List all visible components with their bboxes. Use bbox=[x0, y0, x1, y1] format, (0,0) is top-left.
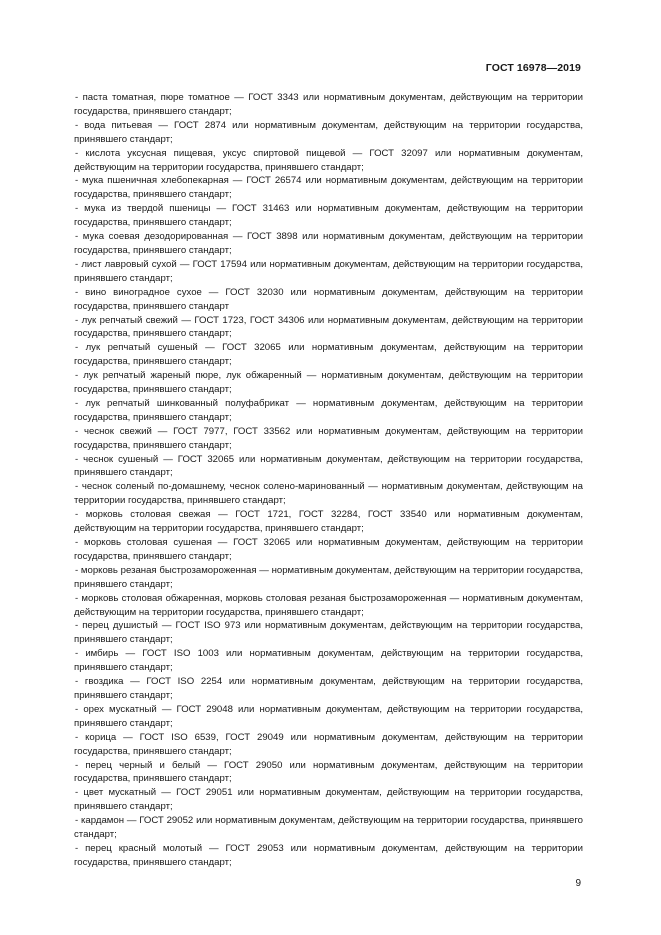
list-item: - вино виноградное сухое — ГОСТ 32030 или нормативным документам, действующим на территории государства, принявшего стандарт bbox=[74, 286, 583, 312]
list-item: - морковь резаная быстрозамороженная — нормативным документам, действующим на территории государства, принявшего стандарт; bbox=[74, 564, 583, 590]
list-item: - кардамон — ГОСТ 29052 или нормативным документам, действующим на территории государства, принявшего стандарт; bbox=[74, 815, 583, 841]
list-item: - перец красный молотый — ГОСТ 29053 или нормативным документам, действующим на территории государства, принявшего стандарт; bbox=[74, 842, 583, 868]
list-item: - чеснок свежий — ГОСТ 7977, ГОСТ 33562 или нормативным документам, действующим на территории государства, принявшего стандарт; bbox=[74, 425, 583, 451]
list-item: - гвоздика — ГОСТ ISO 2254 или нормативным документам, действующим на территории государства, принявшего стандарт; bbox=[74, 676, 583, 701]
list-item: - цвет мускатный — ГОСТ 29051 или нормативным документам, действующим на территории государства, принявшего стандарт; bbox=[74, 787, 583, 813]
page-number: 9 bbox=[575, 878, 581, 889]
list-item: - паста томатная, пюре томатное — ГОСТ 3343 или нормативным документам, действующим на территории государства, принявшего стандарт; bbox=[74, 92, 583, 117]
list-item: - корица — ГОСТ ISO 6539, ГОСТ 29049 или нормативным документам, действующим на территории государства, принявшего стандарт; bbox=[74, 731, 583, 757]
list-item: - кислота уксусная пищевая, уксус спиртовой пищевой — ГОСТ 32097 или нормативным документам, действующим на территории государства, принявшего стандарт; bbox=[74, 147, 583, 173]
list-item: - перец черный и белый — ГОСТ 29050 или нормативным документам, действующим на территории государства, принявшего стандарт; bbox=[74, 759, 583, 785]
list-item: - мука из твердой пшеницы — ГОСТ 31463 или нормативным документам, действующим на территории государства, принявшего стандарт; bbox=[74, 203, 583, 229]
document-body bbox=[74, 91, 583, 870]
list-item: - вода питьевая — ГОСТ 2874 или нормативным документам, действующим на территории государства, принявшего стандарт; bbox=[74, 119, 583, 145]
list-item: - мука соевая дезодорированная — ГОСТ 3898 или нормативным документам, действующим на территории государства, принявшего стандарт; bbox=[74, 231, 583, 256]
list-item: - морковь столовая свежая — ГОСТ 1721, ГОСТ 32284, ГОСТ 33540 или нормативным документам, действующим на территории государства, принявшего стандарт; bbox=[74, 509, 583, 535]
document-header: ГОСТ 16978—2019 bbox=[485, 62, 581, 74]
list-item: - морковь столовая обжаренная, морковь столовая резаная быстрозамороженная — нормативным документам, действующим на территории государства, принявшего стандарт; bbox=[74, 592, 583, 618]
list-item: - чеснок сушеный — ГОСТ 32065 или нормативным документам, действующим на территории государства, принявшего стандарт; bbox=[74, 453, 583, 479]
list-item: - имбирь — ГОСТ ISO 1003 или нормативным документам, действующим на территории государства, принявшего стандарт; bbox=[74, 648, 583, 674]
list-item: - орех мускатный — ГОСТ 29048 или нормативным документам, действующим на территории государства, принявшего стандарт; bbox=[74, 703, 583, 729]
list-item: - лук репчатый шинкованный полуфабрикат — нормативным документам, действующим на территории государства, принявшего стандарт; bbox=[74, 397, 583, 423]
list-item: - лук репчатый жареный пюре, лук обжаренный — нормативным документам, действующим на территории государства, принявшего стандарт; bbox=[74, 370, 583, 396]
list-item: - лук репчатый сушеный — ГОСТ 32065 или нормативным документам, действующим на территории государства, принявшего стандарт; bbox=[74, 342, 583, 368]
list-item: - мука пшеничная хлебопекарная — ГОСТ 26574 или нормативным документам, действующим на территории государства, принявшего стандарт; bbox=[74, 175, 583, 201]
list-item: - морковь столовая сушеная — ГОСТ 32065 или нормативным документам, действующим на территории государства, принявшего стандарт; bbox=[74, 537, 583, 562]
list-item: - лук репчатый свежий — ГОСТ 1723, ГОСТ 34306 или нормативным документам, действующим на территории государства, принявшего стандарт; bbox=[74, 314, 583, 340]
list-item: - перец душистый — ГОСТ ISO 973 или нормативным документам, действующим на территории государства, принявшего стандарт; bbox=[74, 620, 583, 646]
list-item: - чеснок соленый по-домашнему, чеснок солено-маринованный — нормативным документам, действующим на территории государства, принявшего стандарт; bbox=[74, 481, 583, 507]
list-item: - лист лавровый сухой — ГОСТ 17594 или нормативным документам, действующим на территории государства, принявшего стандарт; bbox=[74, 258, 583, 284]
